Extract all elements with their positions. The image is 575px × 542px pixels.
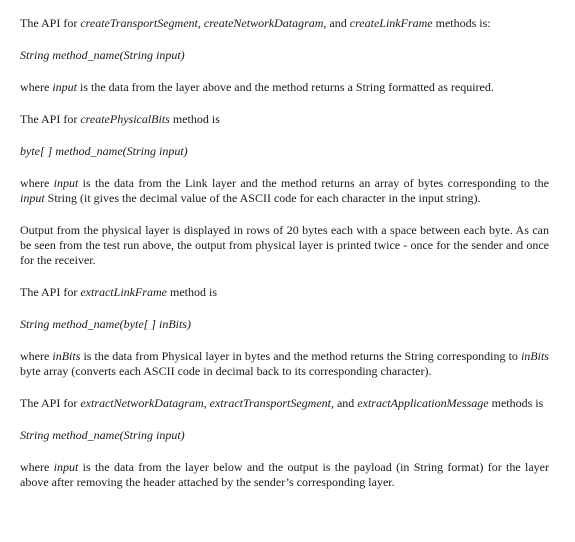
paragraph-physical-bits-description bbox=[20, 176, 549, 206]
paragraph-extract-link-description bbox=[20, 349, 549, 379]
paragraph-physical-bits-intro bbox=[20, 112, 549, 127]
paragraph-extract-link-intro bbox=[20, 285, 549, 300]
text-run: where bbox=[20, 80, 53, 94]
param-name: inBits bbox=[52, 349, 81, 363]
param-name: input bbox=[52, 80, 77, 94]
text-run: methods is: bbox=[432, 16, 491, 30]
method-name: createNetworkDatagram bbox=[203, 16, 324, 30]
text-run: where bbox=[20, 460, 54, 474]
api-signature-extract-link: String method_name(byte[ ] inBits) bbox=[20, 317, 191, 331]
text-run: is the data from Physical layer in bytes and the method returns the String corresponding to bbox=[80, 349, 521, 363]
param-name: input bbox=[53, 176, 79, 190]
method-name: createTransportSegment bbox=[80, 16, 198, 30]
text-run: method is bbox=[169, 112, 220, 126]
param-name: inBits bbox=[520, 349, 549, 363]
api-signature-extract: String method_name(String input) bbox=[20, 428, 185, 442]
text-run: , bbox=[203, 396, 210, 410]
param-name: input bbox=[53, 460, 79, 474]
text-run: , bbox=[197, 16, 204, 30]
text-run: method is bbox=[166, 285, 217, 299]
paragraph-create-methods-intro bbox=[20, 16, 549, 31]
param-name: input bbox=[20, 191, 45, 205]
method-name: createLinkFrame bbox=[349, 16, 433, 30]
text-run: methods is bbox=[488, 396, 544, 410]
text-run: The API for bbox=[20, 396, 81, 410]
text-run: is the data from the Link layer and the method returns an array of bytes corresponding to the bbox=[78, 176, 549, 190]
api-signature-physical-bits: byte[ ] method_name(String input) bbox=[20, 144, 188, 158]
text-run: The API for bbox=[20, 285, 81, 299]
method-name: createPhysicalBits bbox=[80, 112, 170, 126]
text-run: where bbox=[20, 349, 53, 363]
text-run: byte array (converts each ASCII code in decimal back to its corresponding character). bbox=[20, 364, 432, 378]
method-name: extractApplicationMessage bbox=[357, 396, 489, 410]
method-name: extractLinkFrame bbox=[80, 285, 167, 299]
paragraph-create-description bbox=[20, 80, 549, 95]
method-name: extractTransportSegment bbox=[209, 396, 331, 410]
text-run: , and bbox=[330, 396, 358, 410]
method-name: extractNetworkDatagram bbox=[80, 396, 204, 410]
text-run: The API for bbox=[20, 16, 81, 30]
paragraph-extract-description bbox=[20, 460, 549, 490]
text-run: , and bbox=[323, 16, 350, 30]
text-run: The API for bbox=[20, 112, 81, 126]
text-run: is the data from the layer above and the method returns a String formatted as required. bbox=[77, 80, 494, 94]
api-signature-create: String method_name(String input) bbox=[20, 48, 185, 62]
text-run: where bbox=[20, 176, 54, 190]
text-run: String (it gives the decimal value of the ASCII code for each character in the input string). bbox=[44, 191, 481, 205]
text-run: is the data from the layer below and the output is the payload (in String format) for the layer above after removing the header attached by the sender’s corresponding layer. bbox=[20, 460, 549, 489]
paragraph-physical-output: Output from the physical layer is displayed in rows of 20 bytes each with a space between each byte. As can be seen from the test run above, the output from physical layer is printed twice - once for the sender and once for the receiver. bbox=[20, 223, 549, 267]
paragraph-extract-methods-intro bbox=[20, 396, 549, 411]
